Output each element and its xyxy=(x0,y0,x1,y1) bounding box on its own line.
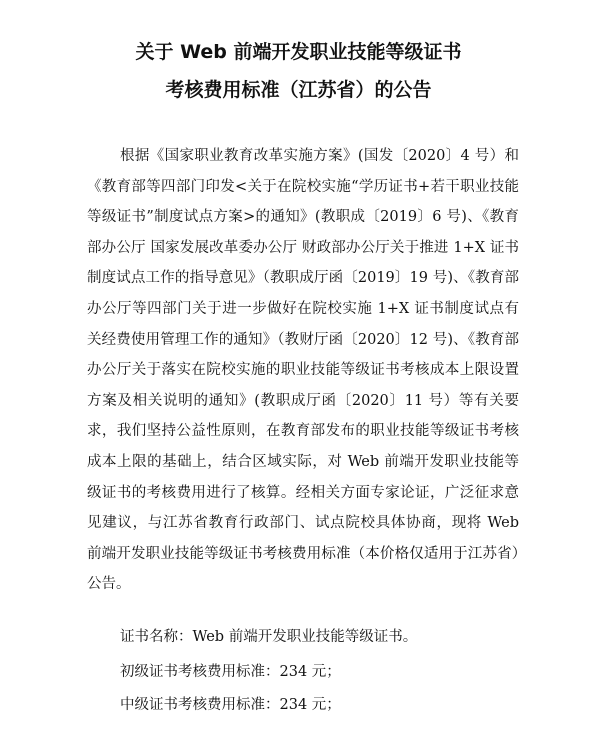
intermediate-certificate-fee-line: 中级证书考核费用标准：234 元； xyxy=(120,697,341,713)
document-title-line-1: 关于 Web 前端开发职业技能等级证书 xyxy=(135,41,462,63)
announcement-body-paragraph: 根据《国家职业教育改革实施方案》(国发〔2020〕4 号）和《教育部等四部门印发<关于在院校实施“学历证书+若干职业技能等级证书”制度试点方案>的通知》(教职成〔2019〕6 号)、《教育部办公厅 国家发展改革委办公厅 财政部办公厅关于推进 1+X 证书制度试点工作的指导意见》（教职成厅函〔2019〕19 号)、《教育部办公厅等四部门关于进一步做好在院校实施 1+X 证书制度试点有关经费使用管理工作的通知》（教财厅函〔2020〕12 号)、《教育部办公厅关于落实在院校实施的职业技能等级证书考核成本上限设置方案及相关说明的通知》(教职成厅函〔2020〕11 号）等有关要求，我们坚持公益性原则，在教育部发布的职业技能等级证书考核成本上限的基础上，结合区域实际，对 Web 前端开发职业技能等级证书的考核费用进行了核算。经相关方面专家论证，广泛征求意见建议，与江苏省教育行政部门、试点院校具体协商，现将 Web 前端开发职业技能等级证书考核费用标准（本价格仅适用于江苏省）公告。 xyxy=(87,148,519,593)
basic-certificate-fee-line: 初级证书考核费用标准：234 元； xyxy=(120,664,341,680)
document-title-line-2: 考核费用标准（江苏省）的公告 xyxy=(165,79,432,101)
certificate-name-line: 证书名称：Web 前端开发职业技能等级证书。 xyxy=(120,629,418,645)
